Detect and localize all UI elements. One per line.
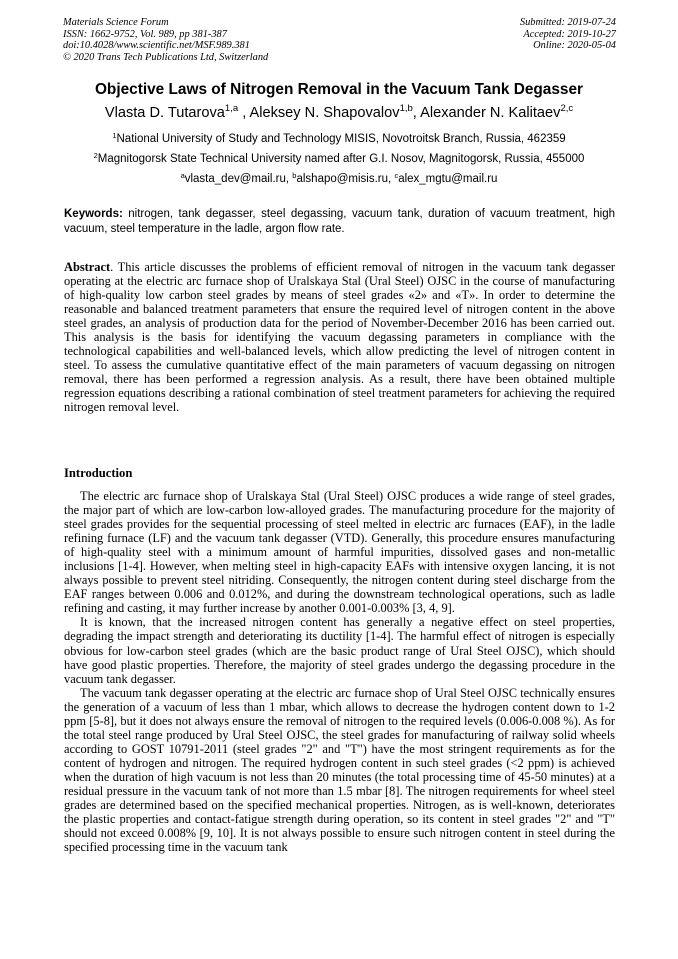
author-separator: , bbox=[238, 105, 250, 121]
email-address: alex_mgtu@mail.ru bbox=[398, 173, 498, 185]
submission-dates bbox=[520, 17, 616, 52]
email-separator: , bbox=[285, 173, 293, 185]
doi-line: doi:10.4028/www.scientific.net/MSF.989.381 bbox=[63, 40, 250, 52]
affiliation-1 bbox=[30, 133, 648, 145]
section-heading-introduction: Introduction bbox=[64, 466, 133, 480]
affiliation-2 bbox=[30, 153, 648, 165]
author-affiliation-mark: 2,c bbox=[560, 103, 574, 114]
accepted-date: Accepted: 2019-10-27 bbox=[523, 28, 616, 40]
paragraph: It is known, that the increased nitrogen content has generally a negative effect on steel properties, degrading the impact strength and deteriorating its ductility [1-4]. The harmful effect of nitrogen is especially obvious for low-carbon steel grades (which are the basic product range of Ural Steel OJSC), which should have good plastic properties. Therefore, the majority of steel grades undergo the degassing procedure in the vacuum tank degasser. bbox=[64, 615, 615, 686]
abstract-block bbox=[64, 260, 615, 415]
journal-name: Materials Science Forum bbox=[63, 17, 169, 28]
online-date: Online: 2020-05-04 bbox=[533, 40, 616, 52]
email-address: alshapo@misis.ru bbox=[296, 173, 389, 185]
author-name: Aleksey N. Shapovalov bbox=[249, 105, 400, 121]
abstract-label: Abstract bbox=[64, 260, 111, 274]
paragraph: The electric arc furnace shop of Uralskaya Stal (Ural Steel) OJSC produces a wide range of steel grades, the major part of which are low-carbon low-alloyed grades. The manufacturing procedure for the majority of steel grades provides for the sequential processing of steel melted in electric arc furnaces (EAF), in the ladle refining furnace (LF) and the vacuum tank degasser (VTD). Generally, this procedure ensures manufacturing of high-quality steel with a minimum amount of harmful impurities, dissolved gases and non-metallic inclusions [1-4]. However, when melting steel in high-capacity EAFs with intensive oxygen lancing, it is not always possible to prevent steel nitriding. Consequently, the nitrogen content during steel discharge from the EAF ranges between 0.006 and 0.012%, and during the downstream technological operations, such as ladle refining and casting, it may further increase by another 0.001-0.003% [3, 4, 9]. bbox=[64, 489, 615, 616]
affiliation-text: Magnitogorsk State Technical University named after G.I. Nosov, Magnitogorsk, Russia, 455000 bbox=[97, 153, 585, 165]
author-separator: , bbox=[412, 105, 421, 121]
keywords-block bbox=[64, 207, 615, 238]
copyright-line: © 2020 Trans Tech Publications Ltd, Switzerland bbox=[63, 51, 269, 63]
author-affiliation-mark: 1,b bbox=[399, 103, 413, 114]
email-mark: c bbox=[394, 171, 399, 180]
issn-line: ISSN: 1662-9752, Vol. 989, pp 381-387 bbox=[63, 28, 227, 40]
abstract-text: . This article discusses the problems of efficient removal of nitrogen in the vacuum tank degasser operating at the electric arc furnace shop of Uralskaya Stal (Ural Steel) OJSC in the course of manufacturing of high-quality low carbon steel grades by means of steel grades «2» and «T». In order to determine the reasonable and balanced treatment parameters that ensure the required level of nitrogen content in the above steel grades, an analysis of production data for the period of November-December 2016 has been carried out. This analysis is the basis for identifying the vacuum degassing parameters in compliance with the technological capabilities and well-balanced levels, which allow predicting the level of nitrogen content in steel. To assess the cumulative quantitative effect of the main parameters of vacuum degassing on nitrogen removal, there has been performed a regression analysis. As a result, there have been obtained multiple regression equations describing a rational combination of steel treatment parameters for achieving the required nitrogen removal level. bbox=[64, 260, 615, 415]
author-affiliation-mark: 1,a bbox=[224, 103, 239, 114]
affiliation-mark: 1 bbox=[112, 131, 117, 140]
submitted-date: Submitted: 2019-07-24 bbox=[519, 17, 616, 28]
author-emails bbox=[30, 173, 648, 185]
email-mark: a bbox=[180, 171, 185, 180]
introduction-body bbox=[64, 489, 615, 854]
email-mark: b bbox=[292, 171, 297, 180]
paper-title: Objective Laws of Nitrogen Removal in the Vacuum Tank Degasser bbox=[94, 81, 584, 98]
affiliation-mark: 2 bbox=[93, 151, 98, 160]
keywords-text: nitrogen, tank degasser, steel degassing, vacuum tank, duration of vacuum treatment, high vacuum, steel temperature in the ladle, argon flow rate. bbox=[64, 208, 615, 236]
journal-header bbox=[63, 17, 616, 67]
author-list bbox=[30, 105, 648, 121]
author-name: Alexander N. Kalitaev bbox=[420, 105, 561, 121]
keywords-label: Keywords: bbox=[64, 208, 123, 220]
journal-info bbox=[63, 17, 268, 63]
author-name: Vlasta D. Tutarova bbox=[104, 105, 225, 121]
affiliation-text: National University of Study and Technology MISIS, Novotroitsk Branch, Russia, 462359 bbox=[116, 133, 566, 145]
email-address: vlasta_dev@mail.ru bbox=[184, 173, 286, 185]
paragraph: The vacuum tank degasser operating at the electric arc furnace shop of Ural Steel OJSC technically ensures the generation of a vacuum of less than 1 mbar, which allows to decrease the hydrogen content down to 1-2 ppm [5-8], but it does not always ensure the removal of nitrogen to the required levels (0.006-0.008 %). As for the total steel range produced by Ural Steel OJSC, the steel grades for manufacturing of railway solid wheels according to GOST 10791-2011 (steel grades "2" and "T") have the most stringent requirements as for the content of hydrogen and nitrogen. The required hydrogen content in such steel grades (<2 ppm) is achieved when the duration of high vacuum is not less than 20 minutes (the total processing time of 45-50 minutes) at a residual pressure in the vacuum tank of not more than 1.5 mbar [8]. The nitrogen requirements for wheel steel grades are determined based on the specified mechanical properties. Nitrogen, as is well-known, deteriorates the plastic properties and contact-fatigue strength during operation, so its content in steel grades "2" and "T" should not exceed 0.008% [9, 10]. It is not always possible to ensure such nitrogen content in steel during the specified processing time in the vacuum tank bbox=[64, 685, 615, 855]
email-separator: , bbox=[388, 173, 395, 185]
